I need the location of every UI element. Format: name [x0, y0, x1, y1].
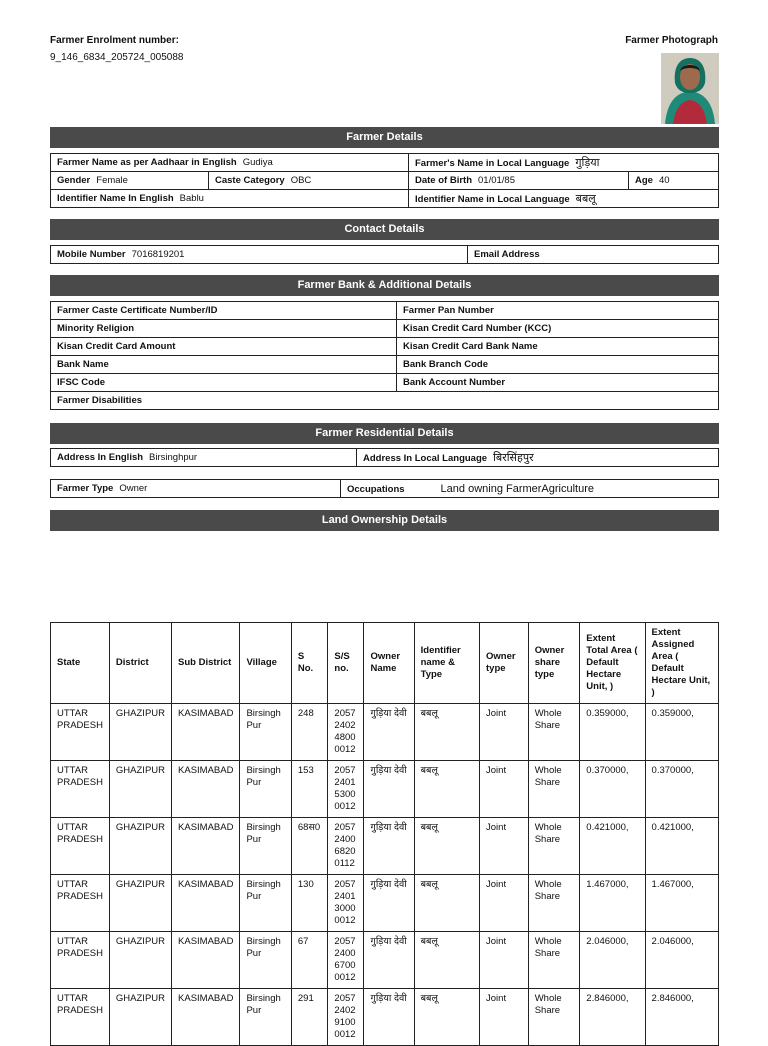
land-cell: GHAZIPUR — [109, 989, 171, 1046]
land-cell: 2.846000, — [580, 989, 645, 1046]
farmer-details-table — [50, 153, 719, 208]
land-cell: GHAZIPUR — [109, 761, 171, 818]
address-en-value: Birsinghpur — [149, 452, 198, 463]
land-header-cell: S No. — [291, 623, 328, 704]
land-cell: Whole Share — [528, 932, 580, 989]
land-cell: UTTAR PRADESH — [51, 875, 110, 932]
age-value: 40 — [658, 175, 670, 186]
land-cell: बबलू — [414, 875, 479, 932]
land-cell: 2057240291000012 — [328, 989, 364, 1046]
land-cell: Joint — [480, 761, 529, 818]
caste-cert-label: Farmer Caste Certificate Number/ID — [57, 305, 218, 316]
land-cell: गुड़िया देवी — [364, 932, 414, 989]
land-cell: GHAZIPUR — [109, 704, 171, 761]
land-cell: UTTAR PRADESH — [51, 932, 110, 989]
enrolment-number-label: Farmer Enrolment number: — [50, 35, 179, 46]
land-cell: Joint — [480, 875, 529, 932]
land-cell: UTTAR PRADESH — [51, 761, 110, 818]
land-cell: बबलू — [414, 989, 479, 1046]
land-cell: Birsingh Pur — [240, 704, 291, 761]
land-cell: 1.467000, — [580, 875, 645, 932]
ifsc-label: IFSC Code — [57, 377, 106, 388]
age-label: Age — [635, 175, 653, 186]
land-header-cell: Owner share type — [528, 623, 580, 704]
land-cell: Joint — [480, 932, 529, 989]
disabilities-label: Farmer Disabilities — [57, 395, 143, 406]
land-cell: KASIMABAD — [172, 989, 240, 1046]
land-cell: गुड़िया देवी — [364, 818, 414, 875]
land-header-cell: State — [51, 623, 110, 704]
land-cell: UTTAR PRADESH — [51, 818, 110, 875]
land-cell: बबलू — [414, 818, 479, 875]
address-en-label: Address In English — [57, 452, 144, 463]
section-land-details: Land Ownership Details — [50, 510, 719, 531]
land-cell: 0.421000, — [580, 818, 645, 875]
land-cell: बबलू — [414, 704, 479, 761]
land-cell: 2057240153000012 — [328, 761, 364, 818]
land-cell: Joint — [480, 818, 529, 875]
table-row — [51, 704, 719, 761]
land-header-cell: S/S no. — [328, 623, 364, 704]
kcc-label: Kisan Credit Card Number (KCC) — [403, 323, 552, 334]
dob-label: Date of Birth — [415, 175, 472, 186]
table-row — [51, 932, 719, 989]
table-row — [51, 761, 719, 818]
farmer-photo — [661, 53, 719, 124]
land-cell: 2057240067000012 — [328, 932, 364, 989]
land-cell: UTTAR PRADESH — [51, 989, 110, 1046]
land-cell: Whole Share — [528, 875, 580, 932]
land-cell: 248 — [291, 704, 328, 761]
land-cell: बबलू — [414, 761, 479, 818]
land-cell: Whole Share — [528, 989, 580, 1046]
land-cell: गुड़िया देवी — [364, 875, 414, 932]
identifier-en-value: Bablu — [179, 193, 204, 204]
land-cell: 1.467000, — [645, 875, 718, 932]
land-cell: गुड़िया देवी — [364, 989, 414, 1046]
land-cell: 0.370000, — [645, 761, 718, 818]
table-row — [51, 818, 719, 875]
bank-details-table — [50, 301, 719, 410]
land-cell: 2057240130000012 — [328, 875, 364, 932]
branch-code-label: Bank Branch Code — [403, 359, 488, 370]
email-label: Email Address — [474, 249, 540, 260]
land-header-cell: Identifier name & Type — [414, 623, 479, 704]
land-header-cell: Extent Total Area ( Default Hectare Unit, ) — [580, 623, 645, 704]
land-header-cell: Owner Name — [364, 623, 414, 704]
table-row — [51, 989, 719, 1046]
account-number-label: Bank Account Number — [403, 377, 506, 388]
land-cell: 68स0 — [291, 818, 328, 875]
name-en-label: Farmer Name as per Aadhaar in English — [57, 157, 237, 168]
kcc-amount-label: Kisan Credit Card Amount — [57, 341, 176, 352]
land-cell: KASIMABAD — [172, 704, 240, 761]
section-farmer-details: Farmer Details — [50, 127, 719, 148]
land-cell: 2.046000, — [645, 932, 718, 989]
land-cell: 67 — [291, 932, 328, 989]
gender-value: Female — [96, 175, 128, 186]
name-en-value: Gudiya — [242, 157, 273, 168]
section-contact-details: Contact Details — [50, 219, 719, 240]
section-bank-details: Farmer Bank & Additional Details — [50, 275, 719, 296]
land-cell: 0.421000, — [645, 818, 718, 875]
gender-label: Gender — [57, 175, 91, 186]
occupations-label: Occupations — [347, 483, 405, 495]
land-header-cell: Extent Assigned Area ( Default Hectare Unit, ) — [645, 623, 718, 704]
mobile-value: 7016819201 — [131, 249, 185, 260]
farmer-type-table — [50, 479, 719, 498]
land-cell: 130 — [291, 875, 328, 932]
land-cell: 2.846000, — [645, 989, 718, 1046]
land-header-cell: District — [109, 623, 171, 704]
minority-label: Minority Religion — [57, 323, 135, 334]
land-cell: GHAZIPUR — [109, 875, 171, 932]
enrolment-number-value: 9_146_6834_205724_005088 — [50, 52, 184, 63]
photo-label: Farmer Photograph — [625, 35, 718, 46]
land-cell: Whole Share — [528, 704, 580, 761]
land-cell: 153 — [291, 761, 328, 818]
dob-value: 01/01/85 — [478, 175, 515, 186]
land-cell: 2057240248000012 — [328, 704, 364, 761]
land-cell: GHAZIPUR — [109, 932, 171, 989]
land-cell: 0.359000, — [645, 704, 718, 761]
land-header-cell: Owner type — [480, 623, 529, 704]
bank-name-label: Bank Name — [57, 359, 109, 370]
land-cell: 2.046000, — [580, 932, 645, 989]
identifier-local-value: बबलू — [575, 193, 596, 205]
farmer-type-value: Owner — [119, 483, 148, 494]
land-cell: गुड़िया देवी — [364, 761, 414, 818]
land-cell: गुड़िया देवी — [364, 704, 414, 761]
land-cell: Joint — [480, 704, 529, 761]
contact-details-table — [50, 245, 719, 264]
land-cell: Birsingh Pur — [240, 875, 291, 932]
farmer-type-label: Farmer Type — [57, 483, 114, 494]
land-header-cell: Sub District — [172, 623, 240, 704]
land-cell: Birsingh Pur — [240, 818, 291, 875]
pan-label: Farmer Pan Number — [403, 305, 494, 316]
address-local-value: बिरसिंहपुर — [493, 452, 534, 464]
name-local-value: गुड़िया — [575, 157, 600, 169]
land-cell: UTTAR PRADESH — [51, 704, 110, 761]
land-cell: Birsingh Pur — [240, 932, 291, 989]
land-cell: Birsingh Pur — [240, 761, 291, 818]
caste-label: Caste Category — [215, 175, 285, 186]
land-cell: 0.370000, — [580, 761, 645, 818]
land-cell: KASIMABAD — [172, 818, 240, 875]
land-cell: Joint — [480, 989, 529, 1046]
identifier-en-label: Identifier Name In English — [57, 193, 174, 204]
land-cell: Birsingh Pur — [240, 989, 291, 1046]
land-cell: GHAZIPUR — [109, 818, 171, 875]
address-local-label: Address In Local Language — [363, 453, 488, 464]
identifier-local-label: Identifier Name in Local Language — [415, 194, 570, 205]
land-cell: बबलू — [414, 932, 479, 989]
table-row — [51, 875, 719, 932]
caste-value: OBC — [290, 175, 312, 186]
land-cell: KASIMABAD — [172, 932, 240, 989]
land-cell: 291 — [291, 989, 328, 1046]
name-local-label: Farmer's Name in Local Language — [415, 158, 570, 169]
land-cell: 0.359000, — [580, 704, 645, 761]
land-cell: Whole Share — [528, 818, 580, 875]
land-cell: Whole Share — [528, 761, 580, 818]
land-header-cell: Village — [240, 623, 291, 704]
land-cell: KASIMABAD — [172, 875, 240, 932]
mobile-label: Mobile Number — [57, 249, 126, 260]
land-cell: KASIMABAD — [172, 761, 240, 818]
section-residential-details: Farmer Residential Details — [50, 423, 719, 444]
land-table-header-row — [51, 623, 719, 704]
land-ownership-table — [50, 622, 719, 1046]
land-cell: 2057240068200112 — [328, 818, 364, 875]
occupations-value: Land owning FarmerAgriculture — [440, 482, 595, 495]
address-table — [50, 448, 719, 467]
kcc-bank-label: Kisan Credit Card Bank Name — [403, 341, 538, 352]
